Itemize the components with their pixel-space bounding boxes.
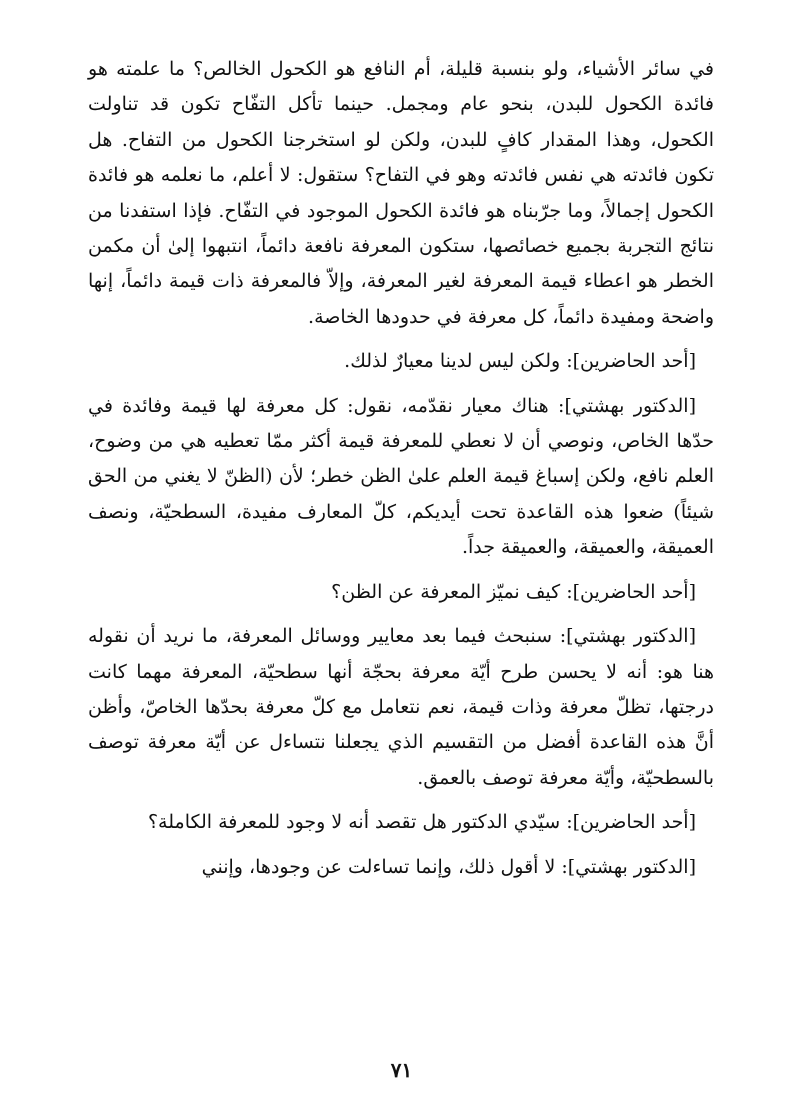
paragraph-beheshti-criterion: [الدكتور بهشتي]: هناك معيار نقدّمه، نقول: كل معرفة لها قيمة وفائدة في حدّها الخاص، ونوصي أن لا نعطي للمعرفة قيمة أكثر ممّا تعطيه هي من وضوح، العلم نافع، ولكن إسباغ قيمة العلم علىٰ الظن خطر؛ لأن (الظنّ لا يغني من الحق شيئاً) ضعوا هذه القاعدة تحت أيديكم، كلّ المعارف مفيدة، السطحيّة، ونصف العميقة، والعميقة، والعميقة جداً. xyxy=(88,394,714,559)
paragraph-attendee-question-distinguish: [أحد الحاضرين]: كيف نميّز المعرفة عن الظن؟ xyxy=(331,580,696,603)
paragraph-beheshti-answer: [الدكتور بهشتي]: لا أقول ذلك، وإنما تساءلت عن وجودها، وإنني xyxy=(201,855,696,878)
paragraph-attendee-question-criterion: [أحد الحاضرين]: ولكن ليس لدينا معيارٌ لذلك. xyxy=(344,350,696,373)
document-page xyxy=(88,52,714,885)
paragraph-alcohol-knowledge: في سائر الأشياء، ولو بنسبة قليلة، أم النافع هو الكحول الخالص؟ ما علمته هو فائدة الكحول للبدن، بنحو عام ومجمل. حينما تأكل التفّاح تكون قد تناولت الكحول، وهذا المقدار كافٍ للبدن، ولكن لو استخرجنا الكحول من التفاح. هل تكون فائدته هي نفس فائدته وهو في التفاح؟ ستقول: لا أعلم، ما نعلمه هو فائدة الكحول إجمالاً، وما جرّبناه هو فائدة الكحول الموجود في التفّاح. فإذا استفدنا من نتائج التجربة بجميع خصائصها، ستكون المعرفة نافعة دائماً، انتبهوا إلىٰ أن مكمن الخطر هو اعطاء قيمة المعرفة لغير المعرفة، وإلاّ فالمعرفة ذات قيمة دائماً، إنها واضحة ومفيدة دائماً، كل معرفة في حدودها الخاصة. xyxy=(88,58,714,328)
page-number: ٧١ xyxy=(390,1058,413,1082)
paragraph-beheshti-levels: [الدكتور بهشتي]: سنبحث فيما بعد معايير ووسائل المعرفة، ما نريد أن نقوله هنا هو: أنه لا يحسن طرح أيّة معرفة بحجّة أنها سطحيّة، المعرفة مهما كانت درجتها، تظلّ معرفة وذات قيمة، نعم نتعامل مع كلّ معرفة بحدّها الخاصّ، وأظن أنَّ هذه القاعدة أفضل من التقسيم الذي يجعلنا نتساءل عن أيّة معرفة توصف بالسطحيّة، وأيّة معرفة توصف بالعمق. xyxy=(88,625,714,789)
paragraph-attendee-question-complete: [أحد الحاضرين]: سيّدي الدكتور هل تقصد أنه لا وجود للمعرفة الكاملة؟ xyxy=(147,811,696,834)
